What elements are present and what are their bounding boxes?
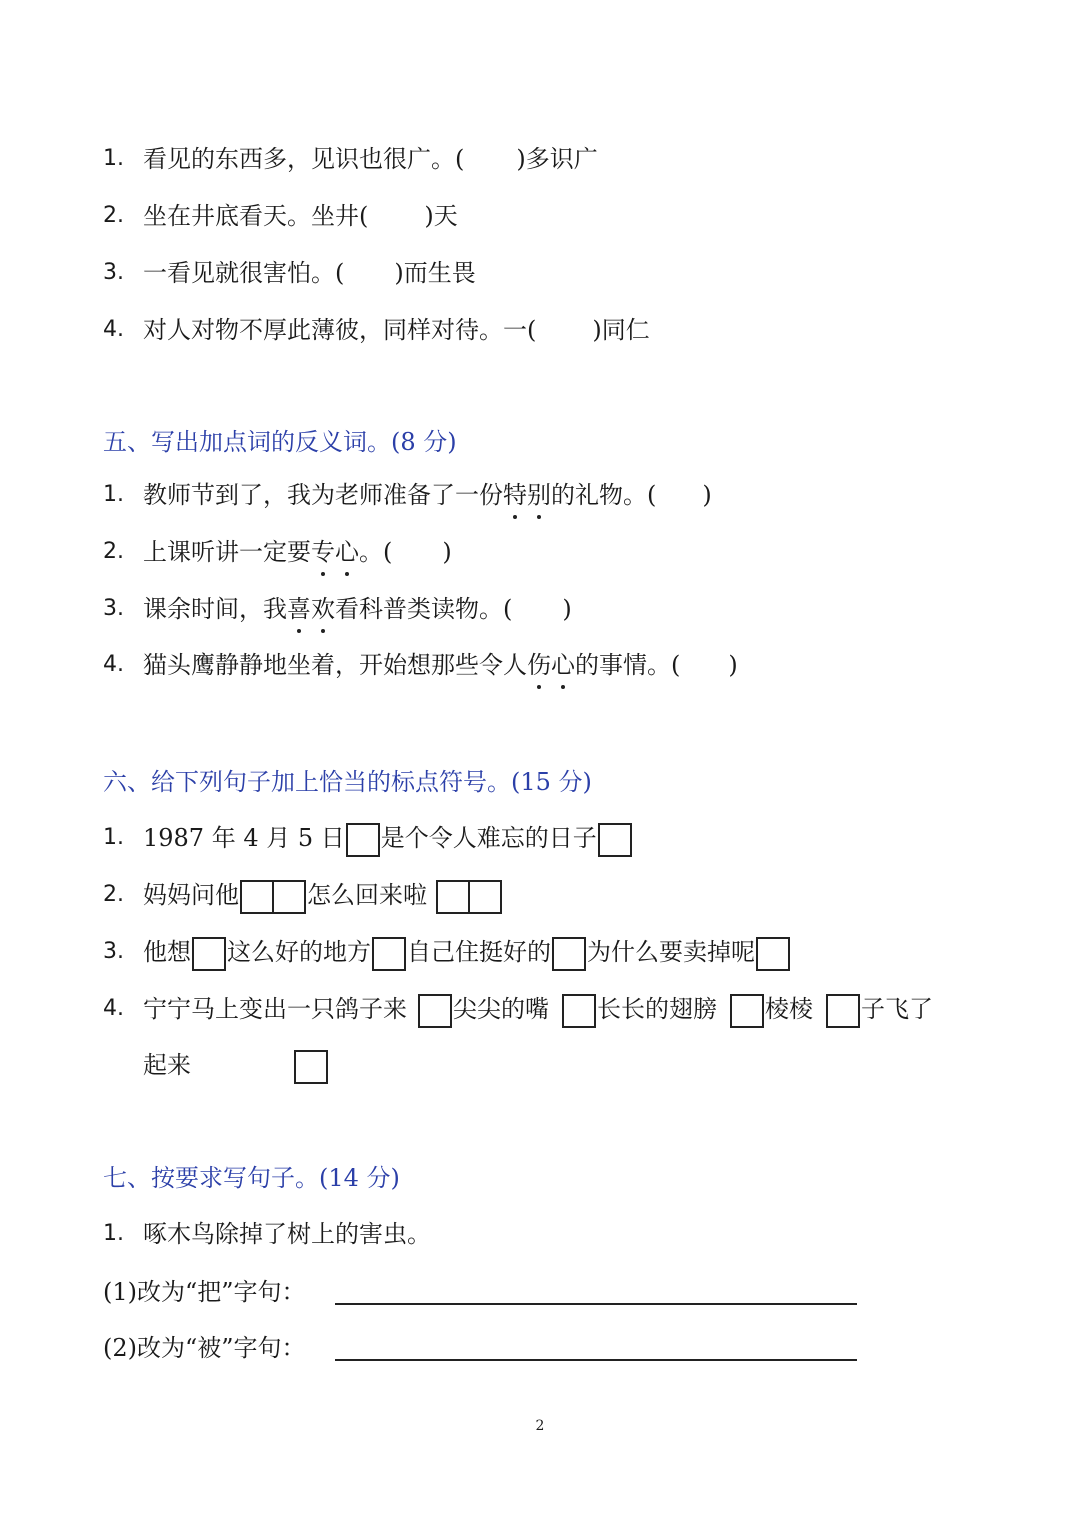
dotted-word xyxy=(287,595,335,623)
item-number: 2. xyxy=(103,539,124,564)
emphasis-dot-char: 心 xyxy=(551,645,575,685)
page-number: 2 xyxy=(535,1418,545,1434)
item-text: 上课听讲一定要 xyxy=(143,538,311,566)
punctuation-box[interactable] xyxy=(730,994,764,1028)
punctuation-box[interactable] xyxy=(192,937,226,971)
punctuation-box[interactable] xyxy=(562,994,596,1028)
item-text: 。( xyxy=(359,538,393,566)
sentence-part: 自己住挺好的 xyxy=(407,938,551,966)
section7-title: 七、按要求写句子。(14 分) xyxy=(103,1164,400,1192)
item-text: 教师节到了，我为老师准备了一份 xyxy=(143,481,503,509)
item-text: 的事情。( xyxy=(575,651,681,679)
item-text-end: )同仁 xyxy=(592,316,650,344)
sentence-part: 他想 xyxy=(143,938,191,966)
punctuation-box[interactable] xyxy=(418,994,452,1028)
sentence-part: 宁宁马上变出一只鸽子来 xyxy=(143,995,407,1023)
paren-close: ) xyxy=(702,481,712,509)
item-text: 看见的东西多，见识也很广。( xyxy=(143,145,465,173)
dotted-word xyxy=(503,481,551,509)
sub-question-1-label: (1)改为“把”字句： xyxy=(103,1278,306,1306)
item-number: 4. xyxy=(103,317,124,342)
sentence-part: 是个令人难忘的日子 xyxy=(380,824,597,852)
item-number: 3. xyxy=(103,939,124,964)
emphasis-dot-char: 伤 xyxy=(527,645,551,685)
punctuation-box[interactable] xyxy=(346,823,380,857)
sentence-part: 妈妈问他 xyxy=(143,881,239,909)
item-text: 猫头鹰静静地坐着，开始想那些令人 xyxy=(143,651,527,679)
paren-close: ) xyxy=(728,651,738,679)
emphasis-dot-char: 心 xyxy=(335,532,359,572)
item-text: 对人对物不厚此薄彼，同样对待。一( xyxy=(143,316,537,344)
punctuation-box[interactable] xyxy=(552,937,586,971)
sentence-part: 怎么回来啦 xyxy=(307,881,427,909)
item-text-end: )天 xyxy=(424,202,458,230)
item-number: 4. xyxy=(103,996,124,1021)
item-number: 2. xyxy=(103,203,124,228)
item-number: 1. xyxy=(103,825,124,850)
punctuation-box[interactable] xyxy=(826,994,860,1028)
section5-title: 五、写出加点词的反义词。(8 分) xyxy=(103,428,457,456)
item-number: 3. xyxy=(103,596,124,621)
emphasis-dot-char: 别 xyxy=(527,475,551,515)
item-number: 1. xyxy=(103,1221,124,1246)
sentence-part: 长长的翅膀 xyxy=(597,995,717,1023)
item-number: 2. xyxy=(103,882,124,907)
answer-line-2[interactable] xyxy=(335,1359,857,1361)
emphasis-dot-char: 特 xyxy=(503,475,527,515)
item-number: 4. xyxy=(103,652,124,677)
punctuation-box[interactable] xyxy=(756,937,790,971)
punctuation-box[interactable] xyxy=(240,880,274,914)
punctuation-box[interactable] xyxy=(468,880,502,914)
item-number: 1. xyxy=(103,482,124,507)
sentence-part: 棱棱 xyxy=(765,995,813,1023)
sentence-part: 为什么要卖掉呢 xyxy=(587,938,755,966)
item-text-end: )多识广 xyxy=(516,145,598,173)
section6-title: 六、给下列句子加上恰当的标点符号。(15 分) xyxy=(103,768,592,796)
paren-close: ) xyxy=(562,595,572,623)
sentence-part: 这么好的地方 xyxy=(227,938,371,966)
punctuation-box[interactable] xyxy=(272,880,306,914)
punctuation-box[interactable] xyxy=(436,880,470,914)
item-text: 看科普类读物。( xyxy=(335,595,513,623)
sentence-part: 1987 年 4 月 5 日 xyxy=(143,824,345,852)
emphasis-dot-char: 专 xyxy=(311,532,335,572)
sentence-part: 尖尖的嘴 xyxy=(453,995,549,1023)
sentence-part: 子飞了 xyxy=(861,995,933,1023)
item-text-end: )而生畏 xyxy=(394,259,476,287)
item-text: 的礼物。( xyxy=(551,481,657,509)
emphasis-dot-char: 欢 xyxy=(311,589,335,629)
dotted-word xyxy=(311,538,359,566)
sentence-part: 起来 xyxy=(143,1051,191,1079)
punctuation-box[interactable] xyxy=(294,1050,328,1084)
punctuation-box[interactable] xyxy=(598,823,632,857)
item-number: 3. xyxy=(103,260,124,285)
answer-line-1[interactable] xyxy=(335,1303,857,1305)
punctuation-box[interactable] xyxy=(372,937,406,971)
sub-question-2-label: (2)改为“被”字句： xyxy=(103,1334,306,1362)
emphasis-dot-char: 喜 xyxy=(287,589,311,629)
dotted-word xyxy=(527,651,575,679)
item-text: 课余时间，我 xyxy=(143,595,287,623)
item-text: 啄木鸟除掉了树上的害虫。 xyxy=(143,1220,431,1248)
item-text: 坐在井底看天。坐井( xyxy=(143,202,369,230)
paren-close: ) xyxy=(442,538,452,566)
item-text: 一看见就很害怕。( xyxy=(143,259,345,287)
item-number: 1. xyxy=(103,146,124,171)
